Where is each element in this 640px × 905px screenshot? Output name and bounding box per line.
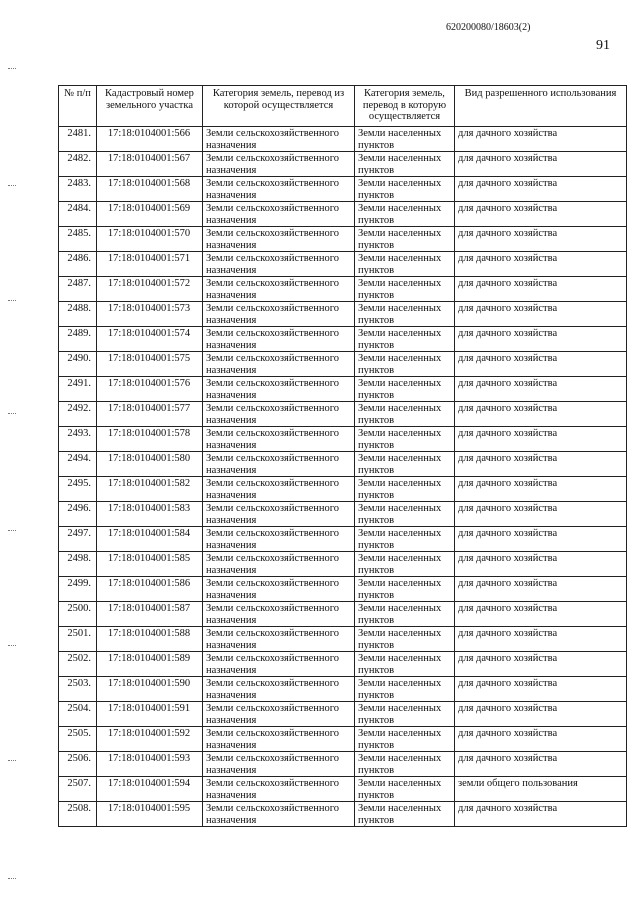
table-row [59, 302, 627, 327]
row-number-cell: 2486. [59, 252, 97, 277]
category-from-cell: Земли сельскохозяйственного назначения [203, 727, 355, 752]
permitted-use-cell: для дачного хозяйства [455, 477, 627, 502]
category-to-cell: Земли населенных пунктов [355, 502, 455, 527]
permitted-use-cell: для дачного хозяйства [455, 402, 627, 427]
category-to-cell: Земли населенных пунктов [355, 677, 455, 702]
row-number-cell: 2496. [59, 502, 97, 527]
cadastral-number-cell: 17:18:0104001:595 [97, 802, 203, 827]
category-from-cell: Земли сельскохозяйственного назначения [203, 177, 355, 202]
cadastral-number-cell: 17:18:0104001:580 [97, 452, 203, 477]
cadastral-number-cell: 17:18:0104001:571 [97, 252, 203, 277]
table-row [59, 377, 627, 402]
row-number-cell: 2491. [59, 377, 97, 402]
row-number-cell: 2493. [59, 427, 97, 452]
table-row [59, 527, 627, 552]
permitted-use-cell: для дачного хозяйства [455, 502, 627, 527]
column-header-number: № п/п [59, 86, 97, 127]
permitted-use-cell: для дачного хозяйства [455, 802, 627, 827]
permitted-use-cell: для дачного хозяйства [455, 552, 627, 577]
row-number-cell: 2499. [59, 577, 97, 602]
cadastral-number-cell: 17:18:0104001:576 [97, 377, 203, 402]
row-number-cell: 2484. [59, 202, 97, 227]
table-row [59, 327, 627, 352]
cadastral-number-cell: 17:18:0104001:566 [97, 127, 203, 152]
cadastral-number-cell: 17:18:0104001:569 [97, 202, 203, 227]
permitted-use-cell: для дачного хозяйства [455, 302, 627, 327]
table-row [59, 152, 627, 177]
document-code: 620200080/18603(2) [446, 22, 531, 33]
category-from-cell: Земли сельскохозяйственного назначения [203, 277, 355, 302]
cadastral-number-cell: 17:18:0104001:577 [97, 402, 203, 427]
scan-mark [8, 413, 16, 416]
category-to-cell: Земли населенных пунктов [355, 727, 455, 752]
category-from-cell: Земли сельскохозяйственного назначения [203, 327, 355, 352]
row-number-cell: 2504. [59, 702, 97, 727]
permitted-use-cell: для дачного хозяйства [455, 702, 627, 727]
row-number-cell: 2501. [59, 627, 97, 652]
row-number-cell: 2508. [59, 802, 97, 827]
row-number-cell: 2495. [59, 477, 97, 502]
row-number-cell: 2506. [59, 752, 97, 777]
category-to-cell: Земли населенных пунктов [355, 652, 455, 677]
table-row [59, 552, 627, 577]
permitted-use-cell: для дачного хозяйства [455, 427, 627, 452]
permitted-use-cell: для дачного хозяйства [455, 677, 627, 702]
row-number-cell: 2492. [59, 402, 97, 427]
category-to-cell: Земли населенных пунктов [355, 402, 455, 427]
table-row [59, 127, 627, 152]
row-number-cell: 2483. [59, 177, 97, 202]
category-from-cell: Земли сельскохозяйственного назначения [203, 377, 355, 402]
cadastral-number-cell: 17:18:0104001:575 [97, 352, 203, 377]
category-to-cell: Земли населенных пунктов [355, 777, 455, 802]
row-number-cell: 2482. [59, 152, 97, 177]
category-from-cell: Земли сельскохозяйственного назначения [203, 602, 355, 627]
table-row [59, 727, 627, 752]
category-from-cell: Земли сельскохозяйственного назначения [203, 452, 355, 477]
table-row [59, 252, 627, 277]
row-number-cell: 2494. [59, 452, 97, 477]
category-to-cell: Земли населенных пунктов [355, 352, 455, 377]
category-to-cell: Земли населенных пунктов [355, 177, 455, 202]
row-number-cell: 2502. [59, 652, 97, 677]
category-to-cell: Земли населенных пунктов [355, 627, 455, 652]
category-to-cell: Земли населенных пунктов [355, 127, 455, 152]
category-from-cell: Земли сельскохозяйственного назначения [203, 227, 355, 252]
category-to-cell: Земли населенных пунктов [355, 377, 455, 402]
category-from-cell: Земли сельскохозяйственного назначения [203, 502, 355, 527]
permitted-use-cell: земли общего пользования [455, 777, 627, 802]
scan-mark [8, 645, 16, 648]
category-from-cell: Земли сельскохозяйственного назначения [203, 802, 355, 827]
category-from-cell: Земли сельскохозяйственного назначения [203, 777, 355, 802]
category-from-cell: Земли сельскохозяйственного назначения [203, 552, 355, 577]
row-number-cell: 2507. [59, 777, 97, 802]
permitted-use-cell: для дачного хозяйства [455, 227, 627, 252]
table-body [59, 127, 627, 827]
category-to-cell: Земли населенных пунктов [355, 152, 455, 177]
table-row [59, 177, 627, 202]
cadastral-number-cell: 17:18:0104001:582 [97, 477, 203, 502]
category-to-cell: Земли населенных пунктов [355, 452, 455, 477]
permitted-use-cell: для дачного хозяйства [455, 252, 627, 277]
cadastral-number-cell: 17:18:0104001:586 [97, 577, 203, 602]
scan-mark [8, 530, 16, 533]
permitted-use-cell: для дачного хозяйства [455, 352, 627, 377]
table-row [59, 477, 627, 502]
category-from-cell: Земли сельскохозяйственного назначения [203, 652, 355, 677]
permitted-use-cell: для дачного хозяйства [455, 202, 627, 227]
scan-mark [8, 300, 16, 303]
cadastral-number-cell: 17:18:0104001:593 [97, 752, 203, 777]
category-to-cell: Земли населенных пунктов [355, 752, 455, 777]
table-row [59, 702, 627, 727]
scan-mark [8, 185, 16, 188]
cadastral-number-cell: 17:18:0104001:578 [97, 427, 203, 452]
scan-mark [8, 68, 16, 71]
table-row [59, 777, 627, 802]
category-to-cell: Земли населенных пунктов [355, 552, 455, 577]
cadastral-number-cell: 17:18:0104001:594 [97, 777, 203, 802]
category-to-cell: Земли населенных пунктов [355, 202, 455, 227]
column-header-cadastral: Кадастровый номер земельного участка [97, 86, 203, 127]
category-to-cell: Земли населенных пунктов [355, 427, 455, 452]
cadastral-number-cell: 17:18:0104001:591 [97, 702, 203, 727]
category-from-cell: Земли сельскохозяйственного назначения [203, 752, 355, 777]
table-row [59, 802, 627, 827]
category-from-cell: Земли сельскохозяйственного назначения [203, 302, 355, 327]
row-number-cell: 2497. [59, 527, 97, 552]
permitted-use-cell: для дачного хозяйства [455, 752, 627, 777]
table-row [59, 352, 627, 377]
row-number-cell: 2481. [59, 127, 97, 152]
category-to-cell: Земли населенных пунктов [355, 252, 455, 277]
permitted-use-cell: для дачного хозяйства [455, 127, 627, 152]
category-to-cell: Земли населенных пунктов [355, 277, 455, 302]
row-number-cell: 2505. [59, 727, 97, 752]
row-number-cell: 2488. [59, 302, 97, 327]
table-row [59, 602, 627, 627]
cadastral-number-cell: 17:18:0104001:574 [97, 327, 203, 352]
table-row [59, 577, 627, 602]
table-row [59, 752, 627, 777]
category-from-cell: Земли сельскохозяйственного назначения [203, 152, 355, 177]
category-from-cell: Земли сельскохозяйственного назначения [203, 427, 355, 452]
table-row [59, 677, 627, 702]
table-row [59, 427, 627, 452]
permitted-use-cell: для дачного хозяйства [455, 602, 627, 627]
category-to-cell: Земли населенных пунктов [355, 527, 455, 552]
category-to-cell: Земли населенных пунктов [355, 577, 455, 602]
cadastral-number-cell: 17:18:0104001:584 [97, 527, 203, 552]
table-row [59, 227, 627, 252]
table-row [59, 452, 627, 477]
permitted-use-cell: для дачного хозяйства [455, 177, 627, 202]
scan-mark [8, 760, 16, 763]
cadastral-number-cell: 17:18:0104001:585 [97, 552, 203, 577]
row-number-cell: 2503. [59, 677, 97, 702]
row-number-cell: 2487. [59, 277, 97, 302]
cadastral-number-cell: 17:18:0104001:587 [97, 602, 203, 627]
table-row [59, 277, 627, 302]
row-number-cell: 2498. [59, 552, 97, 577]
permitted-use-cell: для дачного хозяйства [455, 727, 627, 752]
category-from-cell: Земли сельскохозяйственного назначения [203, 127, 355, 152]
cadastral-number-cell: 17:18:0104001:588 [97, 627, 203, 652]
category-to-cell: Земли населенных пунктов [355, 302, 455, 327]
cadastral-number-cell: 17:18:0104001:573 [97, 302, 203, 327]
row-number-cell: 2489. [59, 327, 97, 352]
scan-mark [8, 878, 16, 881]
cadastral-number-cell: 17:18:0104001:583 [97, 502, 203, 527]
permitted-use-cell: для дачного хозяйства [455, 452, 627, 477]
column-header-category-to: Категория земель, перевод в которую осуществляется [355, 86, 455, 127]
category-from-cell: Земли сельскохозяйственного назначения [203, 252, 355, 277]
table-header-row [59, 86, 627, 127]
table-row [59, 202, 627, 227]
category-to-cell: Земли населенных пунктов [355, 602, 455, 627]
category-to-cell: Земли населенных пунктов [355, 477, 455, 502]
column-header-permitted-use: Вид разрешенного использования [455, 86, 627, 127]
cadastral-number-cell: 17:18:0104001:570 [97, 227, 203, 252]
category-from-cell: Земли сельскохозяйственного назначения [203, 202, 355, 227]
category-from-cell: Земли сельскохозяйственного назначения [203, 352, 355, 377]
page-number: 91 [596, 38, 610, 53]
table-row [59, 652, 627, 677]
permitted-use-cell: для дачного хозяйства [455, 527, 627, 552]
cadastral-number-cell: 17:18:0104001:572 [97, 277, 203, 302]
cadastral-number-cell: 17:18:0104001:592 [97, 727, 203, 752]
category-from-cell: Земли сельскохозяйственного назначения [203, 477, 355, 502]
category-from-cell: Земли сельскохозяйственного назначения [203, 627, 355, 652]
permitted-use-cell: для дачного хозяйства [455, 577, 627, 602]
category-to-cell: Земли населенных пунктов [355, 327, 455, 352]
table-row [59, 402, 627, 427]
column-header-category-from: Категория земель, перевод из которой осуществляется [203, 86, 355, 127]
table-row [59, 502, 627, 527]
permitted-use-cell: для дачного хозяйства [455, 627, 627, 652]
category-from-cell: Земли сельскохозяйственного назначения [203, 527, 355, 552]
category-to-cell: Земли населенных пунктов [355, 802, 455, 827]
category-to-cell: Земли населенных пунктов [355, 227, 455, 252]
land-parcels-table [58, 85, 627, 827]
permitted-use-cell: для дачного хозяйства [455, 152, 627, 177]
category-from-cell: Земли сельскохозяйственного назначения [203, 577, 355, 602]
row-number-cell: 2500. [59, 602, 97, 627]
cadastral-number-cell: 17:18:0104001:590 [97, 677, 203, 702]
category-from-cell: Земли сельскохозяйственного назначения [203, 677, 355, 702]
category-to-cell: Земли населенных пунктов [355, 702, 455, 727]
permitted-use-cell: для дачного хозяйства [455, 277, 627, 302]
permitted-use-cell: для дачного хозяйства [455, 377, 627, 402]
cadastral-number-cell: 17:18:0104001:568 [97, 177, 203, 202]
cadastral-number-cell: 17:18:0104001:589 [97, 652, 203, 677]
permitted-use-cell: для дачного хозяйства [455, 327, 627, 352]
row-number-cell: 2485. [59, 227, 97, 252]
row-number-cell: 2490. [59, 352, 97, 377]
table-row [59, 627, 627, 652]
category-from-cell: Земли сельскохозяйственного назначения [203, 702, 355, 727]
cadastral-number-cell: 17:18:0104001:567 [97, 152, 203, 177]
permitted-use-cell: для дачного хозяйства [455, 652, 627, 677]
category-from-cell: Земли сельскохозяйственного назначения [203, 402, 355, 427]
